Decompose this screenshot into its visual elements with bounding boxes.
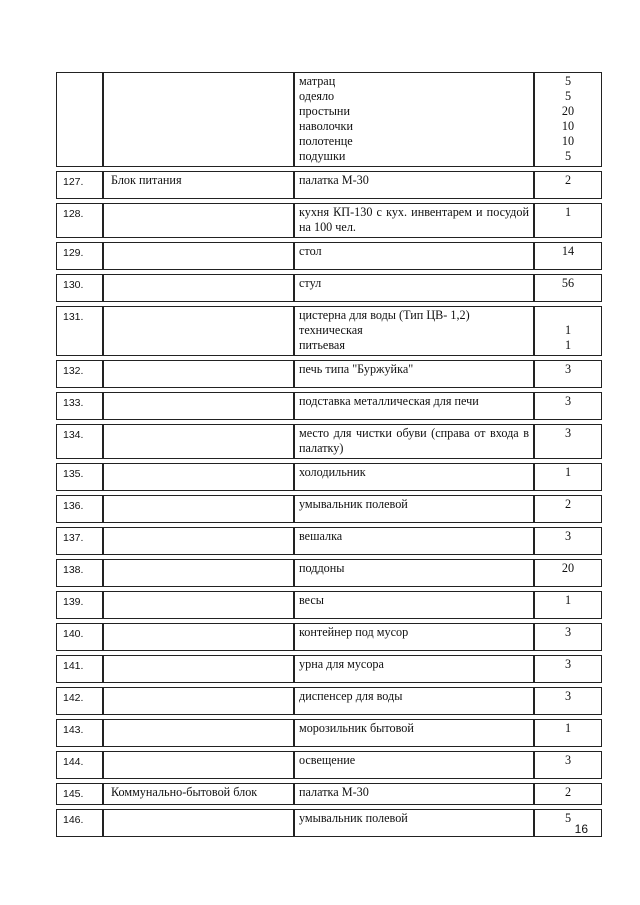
table-row (56, 623, 602, 651)
quantity: 3 (564, 657, 572, 671)
quantity: 20 (561, 104, 575, 118)
item-name: одеяло (299, 89, 335, 103)
quantity: 1 (564, 721, 572, 735)
block-name (103, 623, 294, 651)
item-cell (294, 719, 534, 747)
item-name: поддоны (299, 561, 345, 575)
item-name: контейнер под мусор (299, 625, 409, 639)
item-name: подставка металлическая для печи (299, 394, 479, 408)
page-number: 16 (574, 822, 588, 836)
row-number: 143. (56, 719, 103, 747)
block-name (103, 687, 294, 715)
item-name: палатка М-30 (299, 785, 369, 799)
quantity-cell (534, 623, 602, 651)
quantity-cell (534, 527, 602, 555)
row-number: 135. (56, 463, 103, 491)
row-number: 132. (56, 360, 103, 388)
row-number: 136. (56, 495, 103, 523)
item-cell (294, 559, 534, 587)
quantity: 3 (564, 529, 572, 543)
item-cell (294, 591, 534, 619)
quantity-cell (534, 783, 602, 805)
item-cell (294, 306, 534, 356)
row-number: 134. (56, 424, 103, 459)
quantity-cell (534, 203, 602, 238)
table-row (56, 72, 602, 167)
item-cell (294, 687, 534, 715)
table-row (56, 751, 602, 779)
item-name: подушки (299, 149, 346, 163)
item-cell (294, 495, 534, 523)
item-name: умывальник полевой (299, 811, 408, 825)
quantity: 1 (564, 323, 572, 337)
table-row (56, 306, 602, 356)
table-row (56, 559, 602, 587)
item-name: холодильник (299, 465, 366, 479)
row-number: 129. (56, 242, 103, 270)
item-name: место для чистки обуви (справа от входа в палатку) (299, 426, 529, 455)
quantity: 1 (564, 205, 572, 219)
block-name (103, 392, 294, 420)
row-number: 142. (56, 687, 103, 715)
item-name: вешалка (299, 529, 343, 543)
item-cell (294, 527, 534, 555)
row-number: 146. (56, 809, 103, 837)
quantity-cell (534, 72, 602, 167)
quantity: 10 (561, 134, 575, 148)
table-row (56, 783, 602, 805)
item-cell (294, 783, 534, 805)
quantity: 3 (564, 625, 572, 639)
row-number: 141. (56, 655, 103, 683)
quantity: 2 (564, 173, 572, 187)
block-name (103, 463, 294, 491)
quantity: 2 (564, 785, 572, 799)
item-name: освещение (299, 753, 356, 767)
quantity-cell (534, 591, 602, 619)
table-row (56, 809, 602, 837)
table-row (56, 463, 602, 491)
item-name: урна для мусора (299, 657, 384, 671)
block-name (103, 306, 294, 356)
table-row (56, 687, 602, 715)
row-number: 130. (56, 274, 103, 302)
block-name (103, 360, 294, 388)
quantity: 20 (561, 561, 575, 575)
block-name (103, 655, 294, 683)
block-name (103, 559, 294, 587)
quantity: 2 (564, 497, 572, 511)
item-cell (294, 392, 534, 420)
item-name: диспенсер для воды (299, 689, 403, 703)
quantity: 3 (564, 362, 572, 376)
quantity-cell (534, 719, 602, 747)
quantity-cell (534, 274, 602, 302)
item-name: цистерна для воды (Тип ЦВ- 1,2) (299, 308, 470, 322)
item-cell (294, 274, 534, 302)
quantity-cell (534, 424, 602, 459)
item-name: наволочки (299, 119, 353, 133)
block-name (103, 424, 294, 459)
item-name: полотенце (299, 134, 353, 148)
quantity-cell (534, 360, 602, 388)
quantity-cell (534, 463, 602, 491)
table-row (56, 495, 602, 523)
row-number: 144. (56, 751, 103, 779)
item-cell (294, 424, 534, 459)
block-name (103, 203, 294, 238)
row-number: 128. (56, 203, 103, 238)
block-name (103, 72, 294, 167)
quantity-cell (534, 655, 602, 683)
block-name: Блок питания (103, 171, 294, 199)
row-number: 127. (56, 171, 103, 199)
row-number (56, 72, 103, 167)
quantity-cell (534, 687, 602, 715)
quantity: 56 (561, 276, 575, 290)
item-cell (294, 463, 534, 491)
item-name: простыни (299, 104, 350, 118)
equipment-table (56, 68, 602, 841)
block-name (103, 495, 294, 523)
quantity (539, 308, 597, 323)
quantity: 3 (564, 753, 572, 767)
row-number: 133. (56, 392, 103, 420)
quantity-cell (534, 559, 602, 587)
block-name (103, 751, 294, 779)
quantity: 5 (564, 149, 572, 163)
block-name (103, 809, 294, 837)
table-row (56, 242, 602, 270)
quantity: 5 (564, 74, 572, 88)
quantity-cell (534, 392, 602, 420)
table-row (56, 719, 602, 747)
table-row (56, 203, 602, 238)
table-row (56, 360, 602, 388)
item-cell (294, 242, 534, 270)
quantity: 3 (564, 426, 572, 440)
item-cell (294, 809, 534, 837)
item-name: весы (299, 593, 324, 607)
quantity: 3 (564, 394, 572, 408)
block-name (103, 242, 294, 270)
quantity-cell (534, 171, 602, 199)
item-cell (294, 203, 534, 238)
table-row (56, 591, 602, 619)
row-number: 131. (56, 306, 103, 356)
equipment-table-body (56, 72, 602, 837)
item-cell (294, 171, 534, 199)
table-row (56, 655, 602, 683)
quantity: 1 (564, 338, 572, 352)
block-name (103, 527, 294, 555)
item-cell (294, 623, 534, 651)
item-cell (294, 72, 534, 167)
row-number: 137. (56, 527, 103, 555)
block-name (103, 591, 294, 619)
item-cell (294, 751, 534, 779)
quantity: 3 (564, 689, 572, 703)
row-number: 139. (56, 591, 103, 619)
table-row (56, 274, 602, 302)
item-name: стол (299, 244, 322, 258)
table-row (56, 527, 602, 555)
table-row (56, 424, 602, 459)
quantity: 5 (564, 811, 572, 825)
row-number: 145. (56, 783, 103, 805)
item-name: умывальник полевой (299, 497, 408, 511)
row-number: 138. (56, 559, 103, 587)
block-name (103, 719, 294, 747)
quantity: 1 (564, 593, 572, 607)
quantity: 10 (561, 119, 575, 133)
row-number: 140. (56, 623, 103, 651)
quantity-cell (534, 495, 602, 523)
table-row (56, 171, 602, 199)
quantity: 14 (561, 244, 575, 258)
quantity-cell (534, 751, 602, 779)
item-name: матрац (299, 74, 336, 88)
quantity: 1 (564, 465, 572, 479)
item-cell (294, 360, 534, 388)
quantity-cell (534, 809, 602, 837)
item-cell (294, 655, 534, 683)
block-name (103, 274, 294, 302)
table-row (56, 392, 602, 420)
item-name: питьевая (299, 338, 345, 352)
quantity: 5 (564, 89, 572, 103)
quantity-cell (534, 242, 602, 270)
item-name: стул (299, 276, 322, 290)
quantity-cell (534, 306, 602, 356)
item-name: печь типа "Буржуйка" (299, 362, 414, 376)
item-name: палатка М-30 (299, 173, 369, 187)
block-name: Коммунально-бытовой блок (103, 783, 294, 805)
item-name: морозильник бытовой (299, 721, 414, 735)
item-name: кухня КП-130 с кух. инвентарем и посудой на 100 чел. (299, 205, 529, 234)
item-name: техническая (299, 323, 363, 337)
